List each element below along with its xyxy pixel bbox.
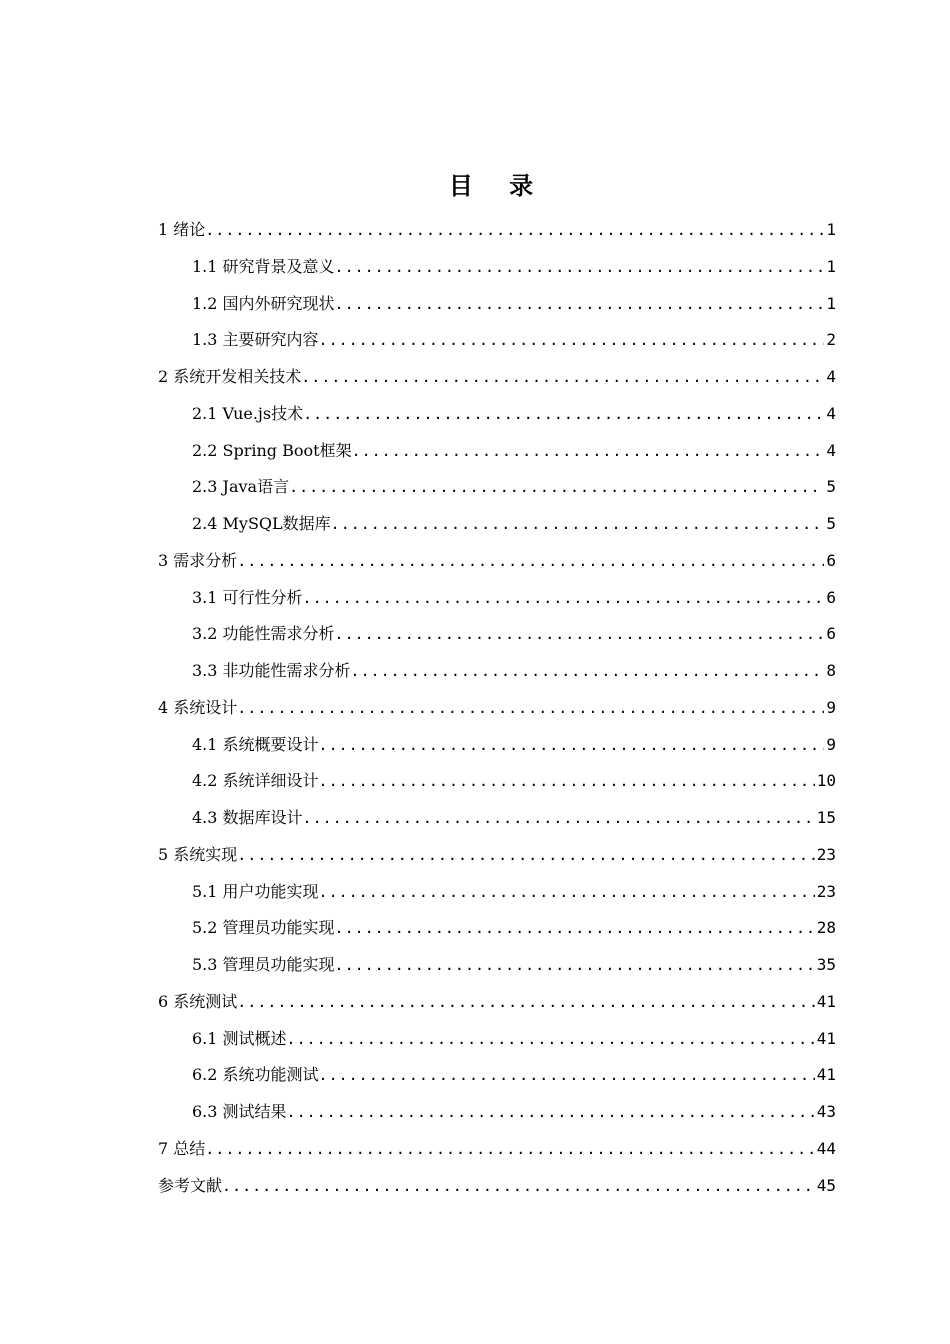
toc-leader-dots: [331, 512, 825, 536]
toc-entry-page-number: 45: [816, 1175, 836, 1195]
toc-entry-page-number: 23: [816, 881, 836, 901]
toc-entry-page-number: 41: [816, 1065, 836, 1085]
toc-entry-page-number: 9: [826, 734, 836, 754]
toc-leader-dots: [319, 880, 815, 904]
toc-entry[interactable]: [192, 292, 836, 316]
toc-entry-page-number: 41: [816, 991, 836, 1011]
toc-leader-dots: [303, 806, 815, 830]
toc-entry[interactable]: [192, 769, 836, 793]
toc-entry-label: 1.2 国内外研究现状: [192, 293, 335, 313]
toc-entry-label: 4.2 系统详细设计: [192, 771, 319, 791]
toc-entry-label: 2 系统开发相关技术: [158, 367, 302, 386]
toc-entry-page-number: 2: [826, 330, 836, 350]
toc-leader-dots: [319, 733, 825, 757]
toc-leader-dots: [352, 439, 825, 463]
toc-leader-dots: [335, 953, 815, 977]
toc-entry-page-number: 6: [826, 624, 836, 644]
toc-entry[interactable]: [192, 402, 836, 426]
toc-entry-page-number: 43: [816, 1102, 836, 1121]
toc-leader-dots: [335, 916, 815, 940]
toc-entry-label: 3 需求分析: [158, 550, 238, 570]
toc-entry-label: 参考文献: [158, 1175, 223, 1195]
toc-entry-page-number: 5: [826, 514, 836, 533]
toc-entry-page-number: 15: [816, 808, 836, 827]
toc-leader-dots: [237, 843, 814, 867]
toc-entry-label: 5 系统实现: [158, 844, 238, 864]
toc-leader-dots: [237, 549, 824, 573]
toc-entry-page-number: 41: [816, 1028, 836, 1048]
toc-entry-label: 6.1 测试概述: [192, 1028, 287, 1048]
toc-entry[interactable]: [158, 843, 836, 867]
toc-entry-page-number: 44: [816, 1138, 836, 1158]
toc-leader-dots: [303, 402, 824, 426]
toc-entry-label: 4 系统设计: [158, 697, 238, 717]
toc-leader-dots: [287, 1100, 815, 1124]
toc-entry-page-number: 5: [826, 477, 836, 497]
toc-leader-dots: [287, 1027, 815, 1051]
toc-entry-page-number: 10: [816, 771, 836, 791]
toc-entry[interactable]: [192, 659, 836, 683]
toc-entry-label: 6 系统测试: [158, 991, 238, 1011]
toc-entry-label: 3.2 功能性需求分析: [192, 624, 335, 644]
toc-entry[interactable]: [192, 1027, 836, 1051]
toc-leader-dots: [319, 328, 825, 352]
toc-entry[interactable]: [192, 622, 836, 646]
toc-entry[interactable]: [158, 218, 836, 242]
toc-entry-page-number: 35: [816, 955, 836, 974]
toc-entry-label: 2.4 MySQL数据库: [192, 514, 331, 533]
toc-leader-dots: [335, 292, 825, 316]
toc-entry[interactable]: [158, 696, 836, 720]
toc-entry[interactable]: [158, 1137, 836, 1161]
toc-leader-dots: [301, 365, 824, 389]
toc-entry[interactable]: [192, 1100, 836, 1124]
toc-entry[interactable]: [158, 990, 836, 1014]
page-title: 目 录: [448, 171, 548, 200]
toc-entry-label: 4.1 系统概要设计: [192, 734, 319, 754]
toc-leader-dots: [222, 1174, 815, 1198]
toc-entry[interactable]: [192, 733, 836, 757]
toc-entry[interactable]: [192, 953, 836, 977]
toc-entry[interactable]: [192, 475, 836, 499]
toc-entry-page-number: 4: [826, 403, 836, 423]
toc-entry-label: 6.3 测试结果: [192, 1102, 287, 1121]
toc-leader-dots: [351, 659, 825, 683]
toc-entry-page-number: 23: [816, 844, 836, 864]
toc-entry-page-number: 4: [826, 440, 836, 460]
toc-entry-page-number: 6: [826, 587, 836, 607]
toc-entry[interactable]: [192, 328, 836, 352]
toc-entry-label: 5.1 用户功能实现: [192, 881, 319, 901]
toc-leader-dots: [205, 218, 824, 242]
toc-entry-page-number: 9: [826, 697, 836, 717]
toc-entry-page-number: 8: [826, 661, 836, 680]
toc-entry-label: 2.3 Java语言: [192, 477, 290, 497]
toc-entry-label: 1.1 研究背景及意义: [192, 256, 335, 276]
toc-entry[interactable]: [192, 586, 836, 610]
toc-entry[interactable]: [158, 365, 836, 389]
toc-leader-dots: [335, 622, 825, 646]
toc-entry-page-number: 1: [826, 293, 836, 313]
toc-entry[interactable]: [158, 1174, 836, 1198]
toc-leader-dots: [303, 586, 825, 610]
toc-entry-label: 2.2 Spring Boot框架: [192, 440, 352, 460]
toc-leader-dots: [335, 255, 825, 279]
toc-entry-page-number: 6: [826, 550, 836, 570]
toc-entry-label: 5.2 管理员功能实现: [192, 918, 335, 938]
toc-entry-label: 1 绪论: [158, 220, 206, 239]
toc-entry-label: 2.1 Vue.js技术: [192, 403, 304, 423]
toc-entry[interactable]: [192, 880, 836, 904]
toc-entry[interactable]: [158, 549, 836, 573]
toc-entry-label: 1.3 主要研究内容: [192, 330, 319, 350]
toc-entry[interactable]: [192, 439, 836, 463]
toc-entry-label: 4.3 数据库设计: [192, 808, 303, 827]
toc-entry-page-number: 28: [816, 918, 836, 938]
toc-entry[interactable]: [192, 1063, 836, 1087]
toc-entry-label: 3.3 非功能性需求分析: [192, 661, 351, 680]
toc-leader-dots: [205, 1137, 814, 1161]
toc-entry[interactable]: [192, 512, 836, 536]
toc-entry[interactable]: [192, 916, 836, 940]
toc-leader-dots: [237, 696, 824, 720]
toc-entry[interactable]: [192, 255, 836, 279]
toc-leader-dots: [319, 1063, 815, 1087]
toc-entry[interactable]: [192, 806, 836, 830]
toc-entry-label: 5.3 管理员功能实现: [192, 955, 335, 974]
toc-leader-dots: [237, 990, 814, 1014]
toc-leader-dots: [289, 475, 824, 499]
toc-entry-page-number: 1: [826, 256, 836, 276]
toc-leader-dots: [319, 769, 815, 793]
toc-entry-page-number: 1: [826, 220, 836, 239]
toc-entry-label: 3.1 可行性分析: [192, 587, 303, 607]
toc-entry-label: 6.2 系统功能测试: [192, 1065, 319, 1085]
toc-entry-page-number: 4: [826, 367, 836, 386]
toc-entry-label: 7 总结: [158, 1138, 206, 1158]
